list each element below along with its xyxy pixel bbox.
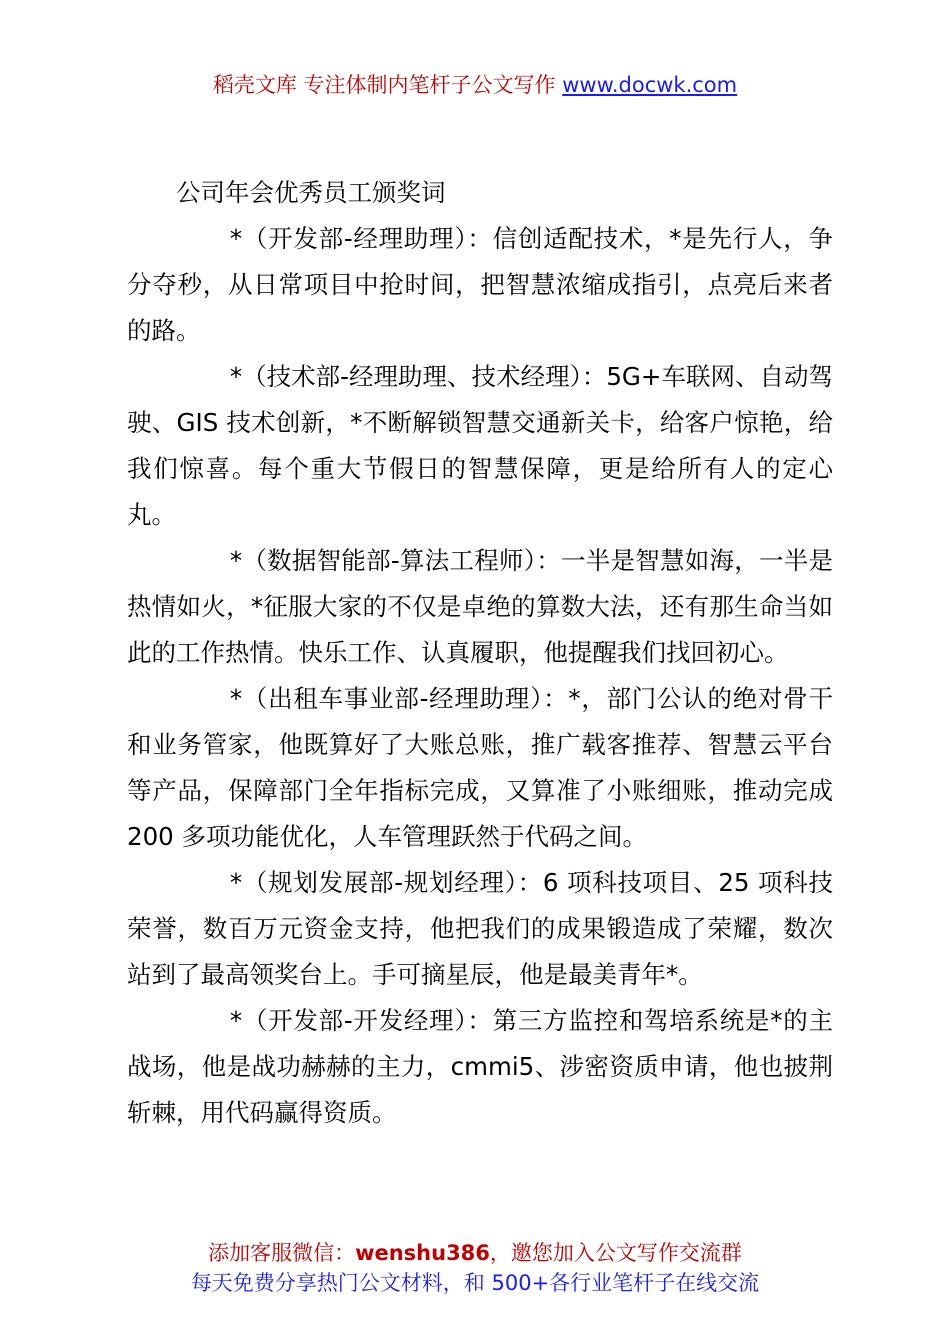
- header-site-link[interactable]: www.docwk.com: [562, 73, 738, 97]
- footer-wechat-suffix: ，邀您加入公文写作交流群: [489, 1241, 742, 1265]
- header-brand: 稻壳文库 专注体制内笔杆子公文写作: [212, 73, 556, 97]
- award-entry: *（出租车事业部-经理助理）：*，部门公认的绝对骨干和业务管家，他既算好了大账总账，推广载客推荐、智慧云平台等产品，保障部门全年指标完成，又算准了小账细账，推动完成 200 多项功能优化，人车管理跃然于代码之间。: [127, 684, 833, 851]
- award-entry: *（开发部-经理助理）：信创适配技术，*是先行人，争分夺秒，从日常项目中抢时间，把智慧浓缩成指引，点亮后来者的路。: [127, 224, 833, 345]
- document-body: [127, 170, 833, 1136]
- page-header: [0, 70, 950, 100]
- footer-share-line: 每天免费分享热门公文材料，和 500+各行业笔杆子在线交流: [190, 1271, 760, 1295]
- award-entry: *（技术部-经理助理、技术经理）：5G+车联网、自动驾驶、GIS 技术创新，*不断解锁智慧交通新关卡，给客户惊艳，给我们惊喜。每个重大节假日的智慧保障，更是给所有人的定心丸。: [127, 362, 833, 529]
- page-footer: [0, 1238, 950, 1298]
- award-entry: *（数据智能部-算法工程师）：一半是智慧如海，一半是热情如火，*征服大家的不仅是卓绝的算数大法，还有那生命当如此的工作热情。快乐工作、认真履职，他提醒我们找回初心。: [127, 546, 833, 667]
- document-title: 公司年会优秀员工颁奖词: [176, 178, 446, 207]
- footer-wechat-id: wenshu386: [355, 1241, 490, 1265]
- footer-wechat-line: [0, 1238, 950, 1268]
- footer-wechat-prefix: 添加客服微信：: [208, 1241, 356, 1265]
- award-entry: *（开发部-开发经理）：第三方监控和驾培系统是*的主战场，他是战功赫赫的主力，cmmi5、涉密资质申请，他也披荆斩棘，用代码赢得资质。: [127, 1006, 833, 1127]
- award-entry: *（规划发展部-规划经理）：6 项科技项目、25 项科技荣誉，数百万元资金支持，他把我们的成果锻造成了荣耀，数次站到了最高领奖台上。手可摘星辰，他是最美青年*。: [127, 868, 833, 989]
